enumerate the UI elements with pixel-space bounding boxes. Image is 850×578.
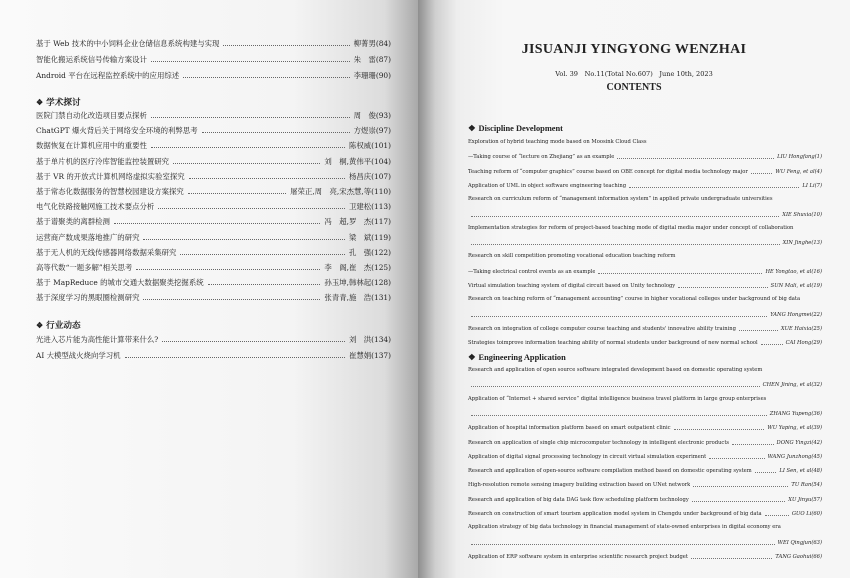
entry-author-page: CHEN Jining, et al(32) bbox=[762, 382, 822, 389]
leader-dots bbox=[188, 193, 286, 194]
entry-title: 光进入芯片能为高性能计算带来什么? bbox=[36, 335, 159, 344]
entry-author-page: 方煜崇(97) bbox=[353, 126, 391, 136]
leader-dots bbox=[143, 239, 344, 240]
leader-dots bbox=[471, 544, 775, 545]
toc-entry bbox=[36, 290, 391, 303]
leader-dots bbox=[208, 284, 321, 285]
toc-entry bbox=[36, 138, 391, 151]
section-heading-label: Discipline Development bbox=[478, 123, 563, 133]
contents-heading: CONTENTS bbox=[606, 82, 662, 93]
toc-entry bbox=[468, 495, 822, 504]
toc-entry bbox=[468, 552, 822, 561]
entry-author-page: 刘 桐,黄伟平(104) bbox=[324, 156, 391, 166]
leader-dots bbox=[183, 77, 350, 78]
toc-entry bbox=[468, 452, 822, 461]
entry-title: 基于 Web 技术的中小饲料企业仓储信息系统构建与实现 bbox=[36, 39, 220, 48]
entry-title: Research and application of open-source software compilation method based on domestic operating system bbox=[468, 468, 752, 475]
leader-dots bbox=[151, 61, 350, 62]
entry-title-line: Research on skill competition promoting vocational education teaching reform bbox=[468, 253, 676, 260]
entry-title: —Taking electrical control events as an example bbox=[468, 268, 596, 275]
leader-dots bbox=[471, 216, 779, 217]
entry-author-page: LI Sen, et al(48) bbox=[779, 468, 822, 475]
entry-author-page: WANG Junzhong(45) bbox=[767, 453, 822, 460]
leader-dots bbox=[765, 515, 789, 516]
entry-title: 医院门禁自动化改造项目要点探析 bbox=[36, 111, 147, 120]
toc-entry bbox=[36, 260, 391, 273]
entry-author-page: 朱 雷(87) bbox=[353, 55, 391, 64]
entry-author-page: TANG Gaohui(66) bbox=[775, 553, 822, 560]
entry-title: —Taking course of “lecture on Zhejiang” as an example bbox=[468, 154, 615, 161]
issue-line: Vol. 39 No.11(Total No.607) June 10th, 2023 bbox=[555, 70, 713, 78]
toc-entry bbox=[36, 348, 391, 361]
entry-author-page: SUN Mali, et al(19) bbox=[770, 283, 822, 289]
entry-title-line: Implementation strategies for reform of project-based teaching mode of digital media major under concept of collaboration bbox=[468, 224, 794, 231]
leader-dots bbox=[180, 254, 345, 255]
entry-author-page: HE Yongtao, et al(16) bbox=[765, 268, 822, 275]
toc-entry bbox=[468, 409, 822, 418]
entry-title: 智能化搬运系统信号传输方案设计 bbox=[36, 55, 147, 64]
entry-title: Research and application of big data DAG task flow scheduling platform technology bbox=[468, 496, 689, 503]
entry-author-page: LIU Hongfang(1) bbox=[777, 154, 822, 161]
section-heading bbox=[468, 123, 563, 133]
leader-dots bbox=[755, 472, 777, 473]
leader-dots bbox=[143, 299, 320, 300]
entry-author-page: 孔 强(122) bbox=[348, 247, 391, 257]
toc-entry bbox=[36, 199, 391, 212]
journal-title: JISUANJI YINGYONG WENZHAI bbox=[521, 42, 747, 57]
leader-dots bbox=[158, 208, 345, 209]
entry-title: 基于单片机的医疗冷库智能监控装置研究 bbox=[36, 156, 170, 166]
entry-author-page: 屠荣正,周 亮,宋杰慧,等(110) bbox=[290, 187, 391, 196]
leader-dots bbox=[598, 273, 762, 274]
toc-entry bbox=[36, 169, 391, 182]
leader-dots bbox=[693, 486, 788, 487]
leader-dots bbox=[692, 501, 785, 502]
entry-title: 基于谱聚类的离群检测 bbox=[36, 217, 110, 227]
leader-dots bbox=[691, 558, 772, 559]
entry-title: Research on construction of smart tourism application model system in Chengdu under background of big data bbox=[468, 511, 762, 517]
section-heading-label: 行业动态 bbox=[46, 321, 81, 331]
entry-author-page: 刘 洪(134) bbox=[348, 335, 391, 344]
leader-dots bbox=[202, 132, 350, 133]
toc-entry bbox=[468, 438, 822, 447]
toc-entry bbox=[36, 332, 391, 345]
entry-title: ChatGPT 爆火背后关于网络安全环境的利弊思考 bbox=[36, 126, 198, 136]
entry-title: 电气化铁路接触网施工技术要点分析 bbox=[36, 202, 155, 212]
leader-dots bbox=[739, 330, 778, 331]
entry-title-line: Research on teaching reform of “management accounting” course in higher vocational colleges under background of big data bbox=[468, 296, 801, 303]
left-page bbox=[0, 0, 418, 578]
entry-author-page: 冯 超,罗 杰(117) bbox=[324, 217, 391, 227]
diamond-bullet-icon: ❖ bbox=[468, 124, 476, 133]
entry-title: Application of hospital information platform based on smart outpatient clinic bbox=[468, 425, 671, 432]
entry-author-page: 杨昌庆(107) bbox=[348, 171, 391, 181]
leader-dots bbox=[709, 458, 764, 459]
leader-dots bbox=[471, 244, 780, 245]
section-heading-label: Engineering Application bbox=[478, 352, 566, 362]
entry-title: 基于常态化数据服务的智慧校园建设方案探究 bbox=[36, 187, 184, 196]
leader-dots bbox=[136, 269, 320, 270]
entry-title-line: Exploration of hybrid teaching mode based on Moosink Cloud Class bbox=[468, 139, 647, 145]
entry-author-page: XUE Haixia(25) bbox=[780, 325, 822, 332]
toc-entry bbox=[468, 152, 822, 161]
toc-entry bbox=[468, 210, 822, 219]
entry-title: Application of ERP software system in enterprise scientific research project budget bbox=[468, 553, 688, 560]
entry-title: 基于无人机的无线传感器网络数据采集研究 bbox=[36, 247, 177, 257]
entry-title: 高等代数“一题多解”相关思考 bbox=[36, 263, 133, 272]
entry-author-page: XU Jinyu(57) bbox=[788, 496, 822, 503]
entry-title: Application of UML in object software engineering teaching bbox=[468, 182, 627, 189]
toc-entry bbox=[36, 184, 391, 197]
entry-author-page: WEI Qingjun(63) bbox=[777, 539, 822, 546]
leader-dots bbox=[189, 178, 345, 179]
toc-entry bbox=[468, 509, 822, 518]
entry-author-page: 崔慧娟(137) bbox=[348, 350, 391, 360]
entry-author-page: DONG Yingzi(42) bbox=[776, 439, 822, 446]
toc-entry bbox=[468, 423, 822, 432]
entry-title: Strategies toimprove information teaching ability of normal students under background of new normal school bbox=[468, 340, 758, 347]
section-heading bbox=[468, 352, 566, 362]
leader-dots bbox=[471, 316, 767, 317]
entry-author-page: GUO Li(60) bbox=[791, 511, 822, 517]
entry-title: 数据恢复在计算机应用中的重要性 bbox=[36, 141, 147, 151]
entry-author-page: LI Li(7) bbox=[802, 182, 822, 189]
right-page bbox=[418, 0, 850, 578]
entry-author-page: 李 阁,崔 杰(125) bbox=[324, 263, 391, 272]
entry-author-page: TU Ran(54) bbox=[791, 482, 822, 489]
entry-author-page: WU Yaping, et al(39) bbox=[767, 425, 822, 432]
toc-entry bbox=[468, 480, 822, 489]
entry-title: Teaching reform of “computer graphics” course based on OBE concept for digital media technology major bbox=[468, 168, 748, 175]
toc-entry bbox=[468, 538, 822, 547]
toc-entry bbox=[36, 230, 391, 243]
entry-title: Virtual simulation teaching system of digital circuit based on Unity technology bbox=[468, 283, 676, 289]
entry-title-line: Application strategy of big data technology in financial management of state-owned enterprises in digital economy era bbox=[468, 524, 781, 531]
leader-dots bbox=[751, 173, 773, 174]
entry-author-page: 周 俊(93) bbox=[353, 111, 391, 120]
toc-entry bbox=[36, 275, 391, 288]
toc-entry bbox=[36, 154, 391, 167]
entry-author-page: XIE Shuxia(10) bbox=[782, 211, 822, 218]
entry-author-page: ZHANG Yupeng(36) bbox=[769, 410, 822, 417]
entry-title: 基于 MapReduce 的城市交通大数据聚类挖掘系统 bbox=[36, 278, 204, 288]
section-heading bbox=[36, 319, 81, 331]
leader-dots bbox=[173, 163, 320, 164]
entry-title-line: Application of “Internet + shared service” digital intelligence business travel platform in large group enterprises bbox=[468, 395, 767, 402]
leader-dots bbox=[732, 444, 773, 445]
entry-title: 基于深度学习的黑眼圈检测研究 bbox=[36, 293, 140, 303]
leader-dots bbox=[125, 357, 345, 358]
leader-dots bbox=[674, 429, 765, 430]
leader-dots bbox=[223, 45, 349, 46]
diamond-bullet-icon: ❖ bbox=[36, 97, 44, 107]
toc-entry bbox=[468, 380, 822, 389]
toc-entry bbox=[468, 324, 822, 333]
toc-entry bbox=[468, 281, 822, 290]
leader-dots bbox=[617, 158, 774, 159]
toc-entry bbox=[36, 123, 391, 136]
entry-title-line: Research and application of open source software integrated development based on domestic operating system bbox=[468, 367, 763, 373]
entry-author-page: WU Feng, et al(4) bbox=[775, 168, 822, 175]
toc-entry bbox=[468, 267, 822, 276]
leader-dots bbox=[162, 341, 345, 342]
entry-title-line: Research on curriculum reform of “management information system” in applied private undergraduate universities bbox=[468, 196, 773, 203]
toc-entry bbox=[36, 214, 391, 227]
toc-entry bbox=[468, 238, 822, 247]
entry-author-page: 柳菁男(84) bbox=[353, 39, 391, 48]
entry-title: Research on application of single chip microcomputer technology in intelligent electronic products bbox=[468, 439, 730, 446]
leader-dots bbox=[678, 287, 767, 288]
leader-dots bbox=[761, 344, 783, 345]
entry-author-page: 张青青,施 浩(131) bbox=[324, 293, 391, 303]
entry-author-page: 陈权威(101) bbox=[348, 141, 391, 151]
toc-entry bbox=[36, 52, 391, 65]
entry-author-page: 卫建松(113) bbox=[348, 202, 391, 212]
toc-entry bbox=[468, 310, 822, 319]
diamond-bullet-icon: ❖ bbox=[36, 320, 44, 330]
toc-entry bbox=[36, 245, 391, 258]
toc-entry bbox=[468, 167, 822, 176]
toc-entry bbox=[468, 466, 822, 475]
entry-author-page: 梁 斌(119) bbox=[348, 232, 391, 242]
entry-title: 运营商产数成果落地推广的研究 bbox=[36, 232, 140, 242]
leader-dots bbox=[471, 415, 767, 416]
entry-author-page: 李珊珊(90) bbox=[353, 71, 391, 80]
entry-title: Android 平台在远程监控系统中的应用综述 bbox=[36, 71, 180, 80]
entry-title: Application of digital signal processing technology in circuit virtual simulation experiment bbox=[468, 453, 707, 460]
diamond-bullet-icon: ❖ bbox=[468, 353, 476, 362]
toc-entry bbox=[36, 68, 391, 81]
entry-author-page: 孙玉坤,韩林起(128) bbox=[324, 278, 391, 288]
entry-author-page: XIN Jinghe(13) bbox=[782, 240, 822, 247]
toc-entry bbox=[468, 338, 822, 347]
leader-dots bbox=[114, 223, 321, 224]
entry-title: Research on integration of college computer course teaching and students' innovative ability training bbox=[468, 325, 736, 332]
toc-entry bbox=[36, 36, 391, 49]
leader-dots bbox=[629, 187, 799, 188]
entry-author-page: YANG Hongmei(22) bbox=[770, 311, 822, 318]
toc-entry bbox=[36, 108, 391, 121]
entry-title: AI 大模型战火烧向学习机 bbox=[36, 350, 121, 360]
section-heading-label: 学术探讨 bbox=[46, 98, 81, 108]
entry-title: 基于 VR 的开放式计算机网络虚拟实验室探究 bbox=[36, 171, 185, 181]
entry-author-page: CAI Hong(29) bbox=[785, 340, 822, 347]
entry-title: High-resolution remote sensing imagery building extraction based on UNet network bbox=[468, 482, 691, 489]
toc-entry bbox=[468, 181, 822, 190]
leader-dots bbox=[471, 386, 760, 387]
section-heading bbox=[36, 96, 81, 108]
leader-dots bbox=[151, 117, 350, 118]
leader-dots bbox=[151, 147, 345, 148]
